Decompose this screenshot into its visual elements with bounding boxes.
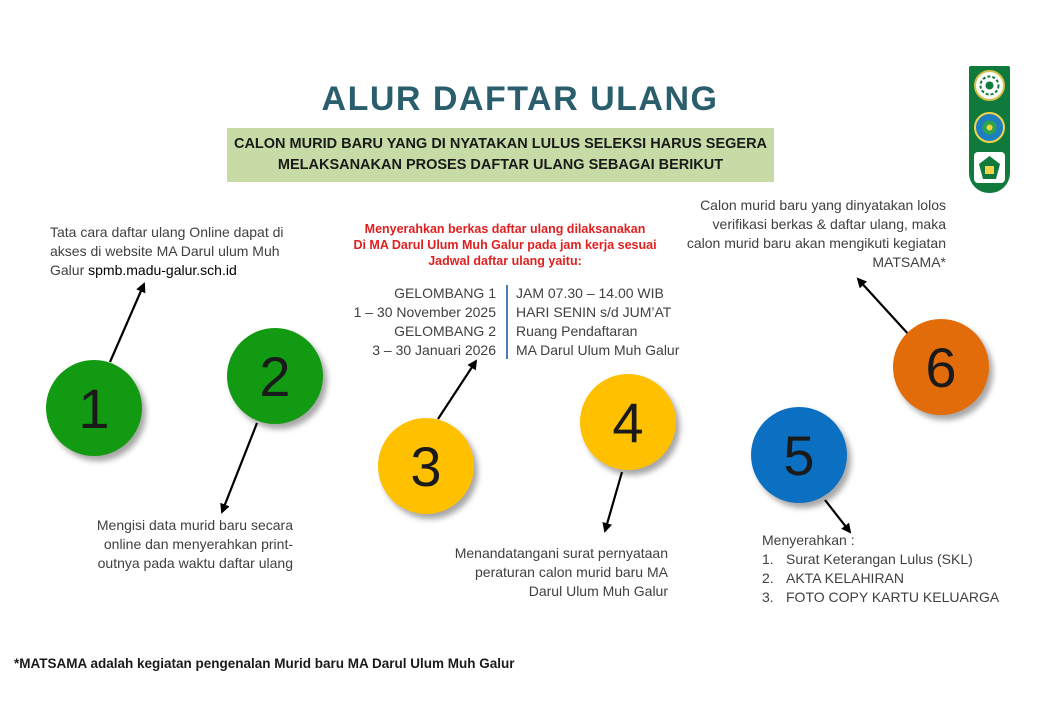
step-2-circle: 2 (227, 328, 323, 424)
step-6-description: Calon murid baru yang dinyatakan lolos verifikasi berkas & daftar ulang, maka calon murid baru akan mengikuti kegiatan MATSAMA* (686, 197, 946, 270)
step-4-circle: 4 (580, 374, 676, 470)
arrow-step-3 (438, 361, 476, 419)
page-title: ALUR DAFTAR ULANG (321, 80, 719, 118)
documents-list (762, 550, 1022, 607)
step-5-circle: 5 (751, 407, 847, 503)
banner-line-2: MELAKSANAKAN PROSES DAFTAR ULANG SEBAGAI BERIKUT (277, 157, 724, 173)
step-4-description: Menandatangani surat pernyataan peraturan calon murid baru MA Darul Ulum Muh Galur (454, 545, 668, 599)
step-1-circle: 1 (46, 360, 142, 456)
logo-strip (969, 66, 1010, 193)
website-link[interactable]: spmb.madu-galur.sch.id (88, 262, 237, 278)
arrow-step-6 (858, 279, 910, 336)
step-3-description: Menyerahkan berkas daftar ulang dilaksanakan Di MA Darul Ulum Muh Galur pada jam kerja sesuai Jadwal daftar ulang yaitu: (353, 222, 657, 268)
banner-line-1: CALON MURID BARU YANG DI NYATAKAN LULUS SELEKSI HARUS SEGERA (233, 136, 768, 152)
list-item: 2. AKTA KELAHIRAN (762, 570, 905, 586)
kemenag-logo-icon (974, 152, 1005, 183)
step-3-circle: 3 (378, 418, 474, 514)
intro-banner (227, 128, 774, 182)
step-1-description: Tata cara daftar ulang Online dapat di akses di website MA Darul ulum Muh Galur spmb.madu-galur.sch.id (50, 224, 284, 278)
step-5-description: Menyerahkan : 1. Surat Keterangan Lulus (SKL) 2. AKTA KELAHIRAN 3. FOTO COPY KARTU KELUARGA (762, 531, 1022, 607)
schedule-details: JAM 07.30 – 14.00 WIB HARI SENIN s/d JUM’AT Ruang Pendaftaran MA Darul Ulum Muh Galur (516, 285, 680, 358)
footnote: *MATSAMA adalah kegiatan pengenalan Murid baru MA Darul Ulum Muh Galur (14, 656, 515, 671)
muhammadiyah-logo-icon (974, 70, 1005, 101)
school-logo-icon (974, 112, 1005, 143)
schedule-divider (506, 285, 508, 359)
arrow-step-1 (110, 284, 144, 362)
arrow-step-5 (825, 500, 850, 532)
list-item: 1. Surat Keterangan Lulus (SKL) (762, 551, 973, 567)
arrow-step-4 (605, 472, 622, 531)
schedule-waves: GELOMBANG 1 1 – 30 November 2025 GELOMBANG 2 3 – 30 Januari 2026 (353, 285, 496, 358)
step-2-description: Mengisi data murid baru secara online dan menyerahkan print- outnya pada waktu daftar ulang (96, 517, 293, 571)
list-item: 3. FOTO COPY KARTU KELUARGA (762, 589, 1000, 605)
arrow-step-2 (222, 423, 257, 512)
step-6-circle: 6 (893, 319, 989, 415)
